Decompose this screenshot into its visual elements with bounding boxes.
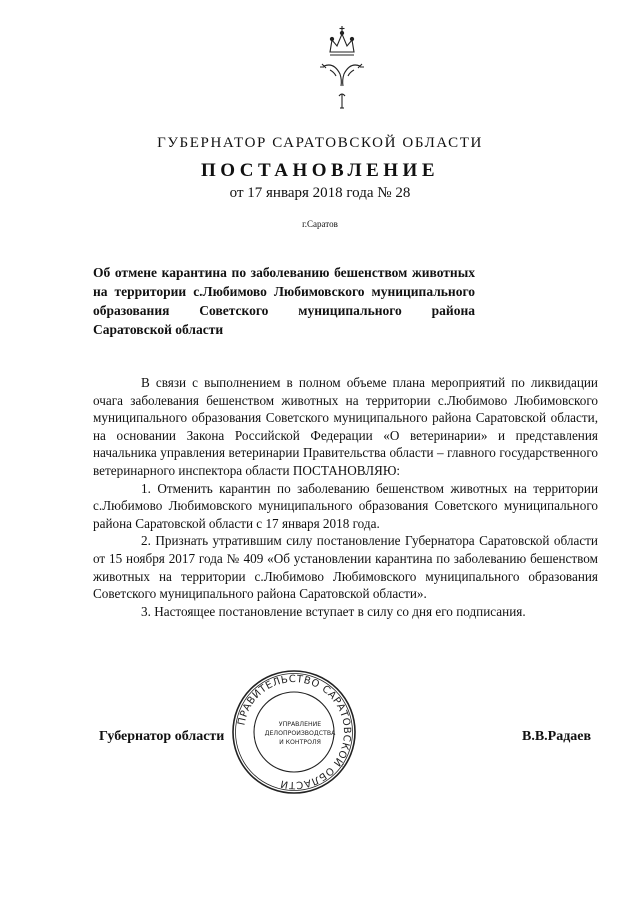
document-date-number: от 17 января 2018 года № 28 bbox=[229, 185, 411, 201]
body-item-1: 1. Отменить карантин по заболеванию бешенством животных на территории с.Любимово Любимовского муниципального образования Советского муниципального района Саратовской области с 17 января 2018 года. bbox=[93, 480, 598, 531]
issuing-authority: ГУБЕРНАТОР САРАТОВСКОЙ ОБЛАСТИ bbox=[157, 135, 483, 151]
stamp-inner-line-3: И КОНТРОЛЯ bbox=[279, 739, 321, 746]
document-subject: Об отмене карантина по заболеванию бешенством животных на территории с.Любимово Любимовского муниципального образования Советского муниципального района Саратовской области bbox=[93, 265, 475, 337]
stamp-inner-line-1: УПРАВЛЕНИЕ bbox=[278, 721, 322, 728]
signer-name: В.В.Радаев bbox=[522, 729, 592, 744]
document-body bbox=[93, 374, 598, 620]
signer-title: Губернатор области bbox=[99, 729, 225, 744]
official-stamp bbox=[230, 668, 358, 796]
stamp-ring-text: ПРАВИТЕЛЬСТВО САРАТОВСКОЙ ОБЛАСТИ bbox=[236, 673, 353, 791]
body-intro-paragraph: В связи с выполнением в полном объеме плана мероприятий по ликвидации очага заболевания бешенством животных на территории с.Любимово Любимовского муниципального образования Советского муниципального района Саратовской области, на основании Закона Российской Федерации «О ветеринарии» и представления начальника управления ветеринарии Правительства области – главного государственного ветеринарного инспектора области ПОСТАНОВЛЯЮ: bbox=[93, 375, 598, 478]
document-city: г.Саратов bbox=[302, 219, 338, 229]
body-item-3: 3. Настоящее постановление вступает в силу со дня его подписания. bbox=[141, 603, 526, 619]
stamp-inner-line-2: ДЕЛОПРОИЗВОДСТВА bbox=[264, 730, 336, 737]
document-type: ПОСТАНОВЛЕНИЕ bbox=[200, 160, 440, 181]
coat-of-arms-icon bbox=[312, 22, 372, 114]
body-item-2: 2. Признать утратившим силу постановление Губернатора Саратовской области от 15 ноября 2017 года № 409 «Об установлении карантина по заболеванию бешенством животных на территории с.Любимово Любимовского муниципального образования Советского муниципального района Саратовской области». bbox=[93, 533, 598, 602]
